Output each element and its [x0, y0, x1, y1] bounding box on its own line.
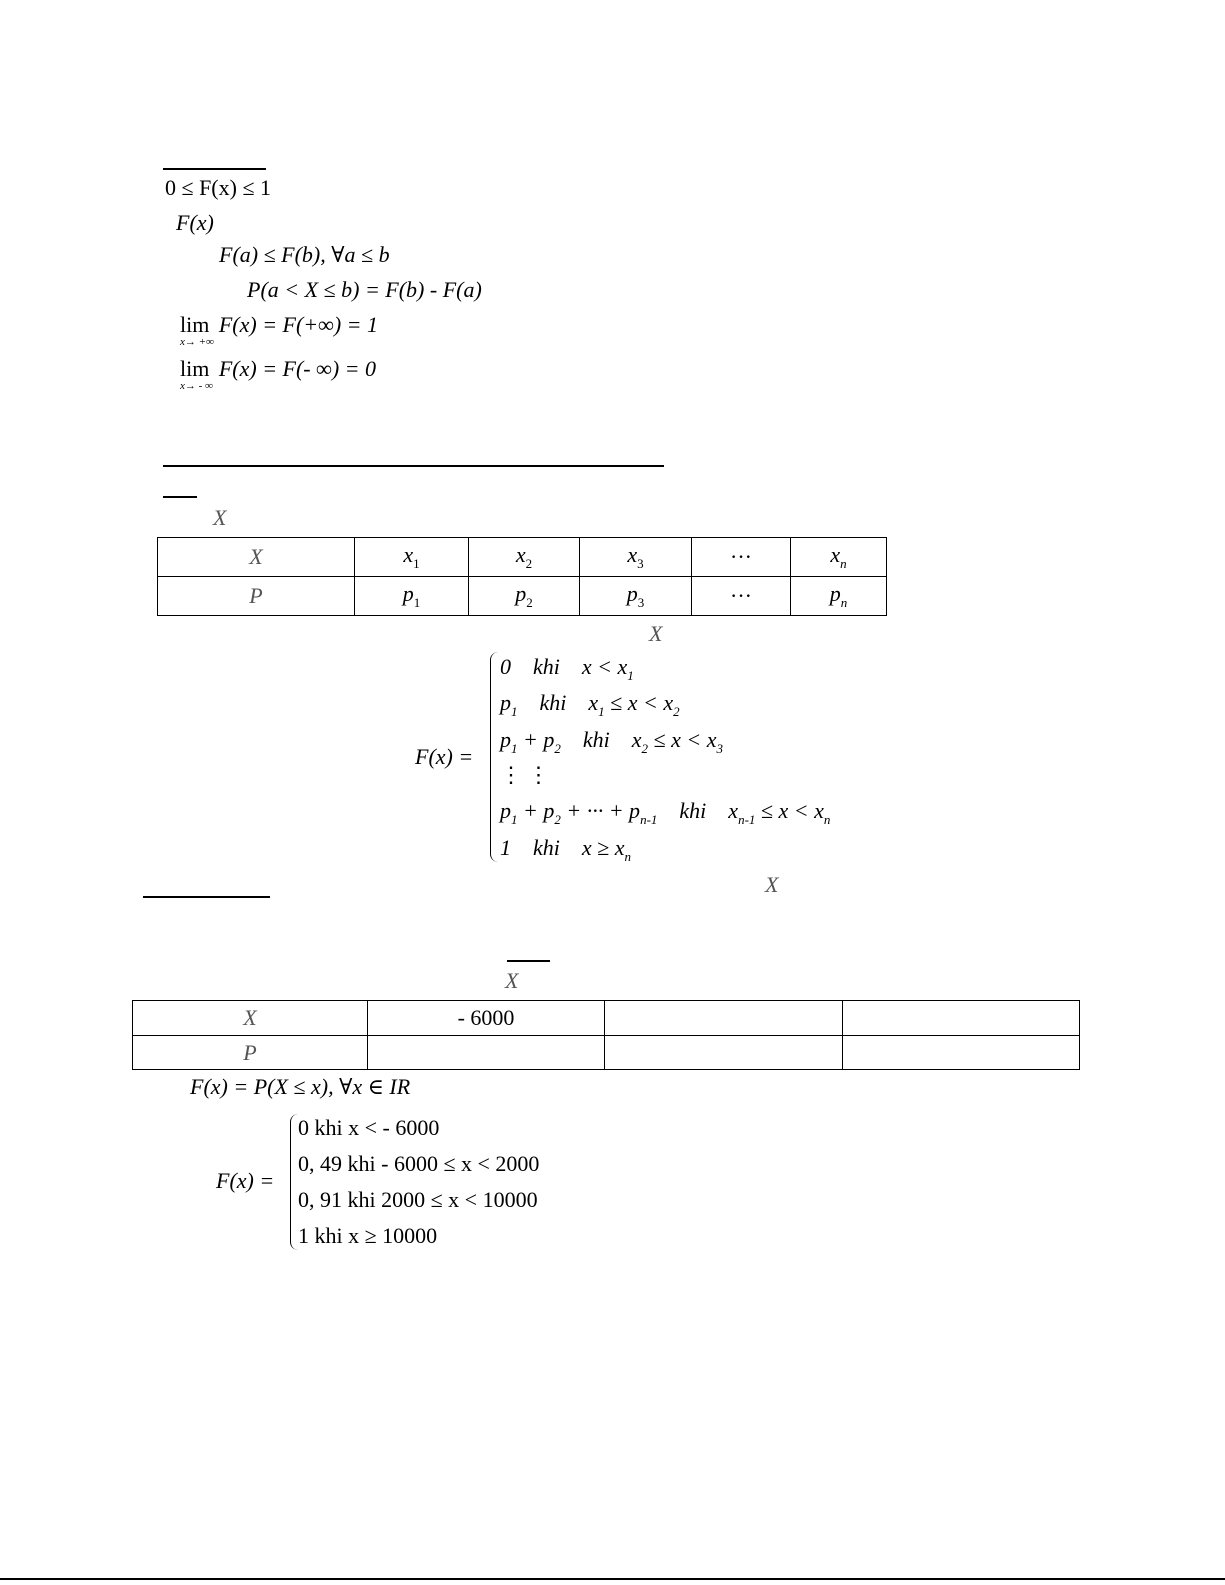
property-function: F(x)	[176, 210, 214, 235]
table-header-cell: P	[133, 1036, 368, 1070]
table-cell	[605, 1001, 843, 1036]
random-variable-symbol: X	[649, 621, 663, 646]
table-cell	[605, 1036, 843, 1070]
random-variable-symbol: X	[765, 872, 779, 897]
table-header-cell: P	[158, 577, 355, 616]
example-distribution-table	[132, 1000, 1080, 1070]
example-underline	[143, 896, 270, 898]
table-row	[158, 538, 887, 577]
table-cell: - 6000	[368, 1001, 605, 1036]
table-cell: $x_1$	[355, 538, 469, 577]
limit-subscript-plus: x→ +∞	[180, 336, 214, 348]
cdf-definition: F(x) = P(X ≤ x), ∀x ∈ IR	[190, 1074, 411, 1099]
heading-underline-section	[163, 465, 664, 467]
example-cdf-case: 0 khi x < - 6000	[298, 1115, 440, 1140]
cdf-case: $p_1 + p_2$ + ··· + $p_{n-1}$ khi $x_{n-1} \le x < x_n$	[500, 798, 831, 827]
lim-label: lim	[180, 356, 210, 381]
distribution-table	[157, 537, 887, 616]
cdf-case: $p_1 + p_2$ khi $x_2 \le x < x_3$	[500, 727, 723, 756]
table-cell: $x_2$	[469, 538, 580, 577]
limit-expression: F(x) = F(+∞) = 1	[218, 312, 379, 337]
table-cell: $p_n$	[791, 577, 887, 616]
limit-subscript-minus: x→ - ∞	[180, 380, 213, 392]
heading-underline-properties	[163, 168, 266, 170]
table-cell: $x_3$	[580, 538, 692, 577]
property-monotonic: F(a) ≤ F(b), ∀a ≤ b	[219, 242, 390, 267]
table-header-cell: X	[133, 1001, 368, 1036]
cdf-case: 1 khi $x \ge x_n$	[500, 835, 631, 864]
table-cell: ···	[692, 577, 791, 616]
table-row	[133, 1036, 1080, 1070]
property-limit-plus-infinity	[180, 312, 378, 338]
table-cell	[843, 1001, 1080, 1036]
limit-expression: F(x) = F(- ∞) = 0	[218, 356, 376, 381]
property-limit-minus-infinity	[180, 356, 376, 382]
overline	[507, 960, 550, 962]
cdf-case: 0 khi $x < x_1$	[500, 654, 634, 683]
page-bottom-rule	[0, 1578, 1225, 1580]
random-variable-symbol: X	[213, 505, 227, 530]
table-cell: $x_n$	[791, 538, 887, 577]
lim-label: lim	[180, 312, 210, 337]
table-row	[133, 1001, 1080, 1036]
random-variable-symbol: X	[505, 968, 519, 993]
table-cell: $p_2$	[469, 577, 580, 616]
table-header-cell: X	[158, 538, 355, 577]
example-cdf-case: 0, 49 khi - 6000 ≤ x < 2000	[298, 1151, 540, 1176]
example-cdf-case: 0, 91 khi 2000 ≤ x < 10000	[298, 1187, 538, 1212]
cdf-case: ⋮ ⋮	[500, 762, 550, 787]
heading-underline-short	[163, 496, 197, 498]
example-cdf-case: 1 khi x ≥ 10000	[298, 1223, 438, 1248]
cdf-case: $p_1$ khi $x_1 \le x < x_2$	[500, 690, 680, 719]
property-bounds: 0 ≤ F(x) ≤ 1	[165, 175, 272, 200]
piecewise-brace	[490, 652, 499, 862]
table-cell: $p_3$	[580, 577, 692, 616]
cdf-lhs: F(x) =	[415, 744, 474, 769]
property-interval-probability: P(a < X ≤ b) = F(b) - F(a)	[247, 277, 482, 302]
table-cell: ···	[692, 538, 791, 577]
table-cell	[368, 1036, 605, 1070]
example-cdf-lhs: F(x) =	[216, 1168, 275, 1193]
table-cell	[843, 1036, 1080, 1070]
table-row	[158, 577, 887, 616]
table-cell: $p_1$	[355, 577, 469, 616]
